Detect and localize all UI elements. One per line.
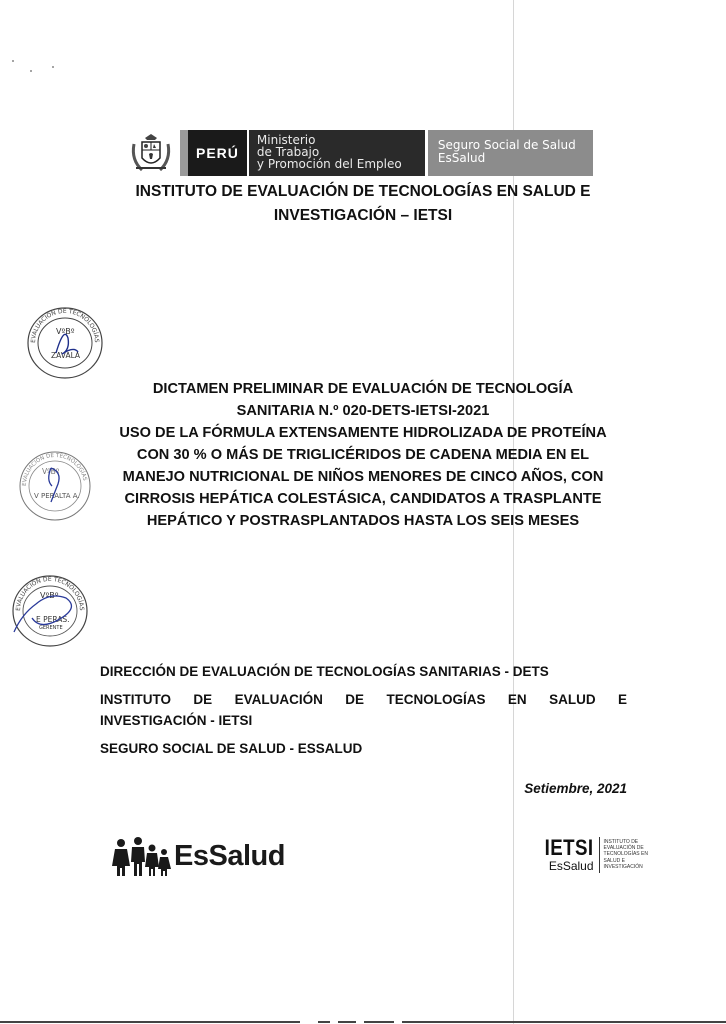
stamp-vb: VºBº xyxy=(42,467,60,476)
dictamen-line: HEPÁTICO Y POSTRASPLANTADOS HASTA LOS SEIS MESES xyxy=(146,513,580,529)
seguro-line: Seguro Social de Salud xyxy=(437,138,576,152)
seguro-line: EsSalud xyxy=(437,151,486,165)
approval-stamp-peras xyxy=(10,574,90,648)
ietsi-side-line: INVESTIGACIÓN xyxy=(603,863,643,870)
ietsi-logo-sub: EsSalud xyxy=(548,859,594,873)
institute-title xyxy=(100,180,626,228)
family-figures-icon xyxy=(112,836,172,876)
institute-title-line: INSTITUTO DE EVALUACIÓN DE TECNOLOGÍAS EN SALUD E xyxy=(135,183,591,200)
stamp-ring-text: EVALUACIÓN DE TECNOLOGÍAS xyxy=(21,452,88,487)
approval-stamp-zavala xyxy=(26,306,104,380)
stamp-ring-text: EVALUACIÓN DE TECNOLOGÍAS xyxy=(14,575,86,612)
ietsi-side-line: INSTITUTO DE xyxy=(603,839,639,845)
stamp-ring-text: EVALUACIÓN DE TECNOLOGÍAS xyxy=(29,307,101,344)
essalud-logo-text: EsSalud xyxy=(174,840,285,872)
scan-speck xyxy=(52,66,54,68)
dictamen-title xyxy=(100,378,626,532)
ietsi-logo-main: IETSI xyxy=(544,835,594,860)
org-ietsi-line1: INSTITUTO DE EVALUACIÓN DE TECNOLOGÍAS EN SALUD E xyxy=(100,692,627,707)
ietsi-side-line: EVALUACIÓN DE xyxy=(603,845,644,852)
org-ietsi-line2: INVESTIGACIÓN - IETSI xyxy=(100,713,253,728)
dictamen-line: USO DE LA FÓRMULA EXTENSAMENTE HIDROLIZADA DE PROTEÍNA xyxy=(119,425,607,441)
stamp-name: ZAVALA xyxy=(51,351,81,360)
ietsi-logo-side-text xyxy=(600,837,648,873)
scan-speck xyxy=(12,60,14,62)
ministerio-line: Ministerio xyxy=(256,133,316,147)
peru-coat-of-arms-icon xyxy=(128,130,174,176)
ietsi-logo xyxy=(536,837,648,873)
government-header-logo xyxy=(128,130,593,176)
ministerio-line: de Trabajo xyxy=(256,145,320,159)
ministerio-line: y Promoción del Empleo xyxy=(256,157,402,171)
ietsi-side-line: SALUD E xyxy=(603,857,625,864)
stamp-vb: VºBº xyxy=(40,591,59,600)
peru-label: PERÚ xyxy=(180,130,247,176)
approval-stamp-peralta xyxy=(18,450,92,522)
svg-text:EVALUACIÓN DE TECNOLOGÍAS xyxy=(30,308,100,343)
scan-speck xyxy=(30,70,32,72)
dictamen-line: CON 30 % O MÁS DE TRIGLICÉRIDOS DE CADENA MEDIA EN EL xyxy=(136,447,590,463)
stamp-role: GERENTE xyxy=(39,625,63,631)
ministerio-label xyxy=(249,130,425,176)
dictamen-line: DICTAMEN PRELIMINAR DE EVALUACIÓN DE TECNOLOGÍA xyxy=(152,381,574,397)
dictamen-line: CIRROSIS HEPÁTICA COLESTÁSICA, CANDIDATOS A TRASPLANTE xyxy=(124,491,602,507)
ietsi-side-line: TECNOLOGÍAS EN xyxy=(603,851,648,858)
document-date: Setiembre, 2021 xyxy=(524,781,627,796)
dictamen-line: MANEJO NUTRICIONAL DE NIÑOS MENORES DE CINCO AÑOS, CON xyxy=(122,469,604,485)
org-essalud: SEGURO SOCIAL DE SALUD - ESSALUD xyxy=(100,741,363,756)
institute-title-line: INVESTIGACIÓN – IETSI xyxy=(273,207,453,224)
dictamen-line: SANITARIA N.º 020-DETS-IETSI-2021 xyxy=(236,403,490,419)
stamp-name: V PERALTA A. xyxy=(34,492,80,500)
scan-bottom-edge xyxy=(0,1019,726,1024)
seguro-social-label xyxy=(428,130,593,176)
essalud-logo xyxy=(112,836,285,876)
stamp-vb: VºBº xyxy=(56,327,75,336)
org-dets: DIRECCIÓN DE EVALUACIÓN DE TECNOLOGÍAS SANITARIAS - DETS xyxy=(100,664,549,679)
stamp-name: E PERAS. xyxy=(36,615,70,624)
